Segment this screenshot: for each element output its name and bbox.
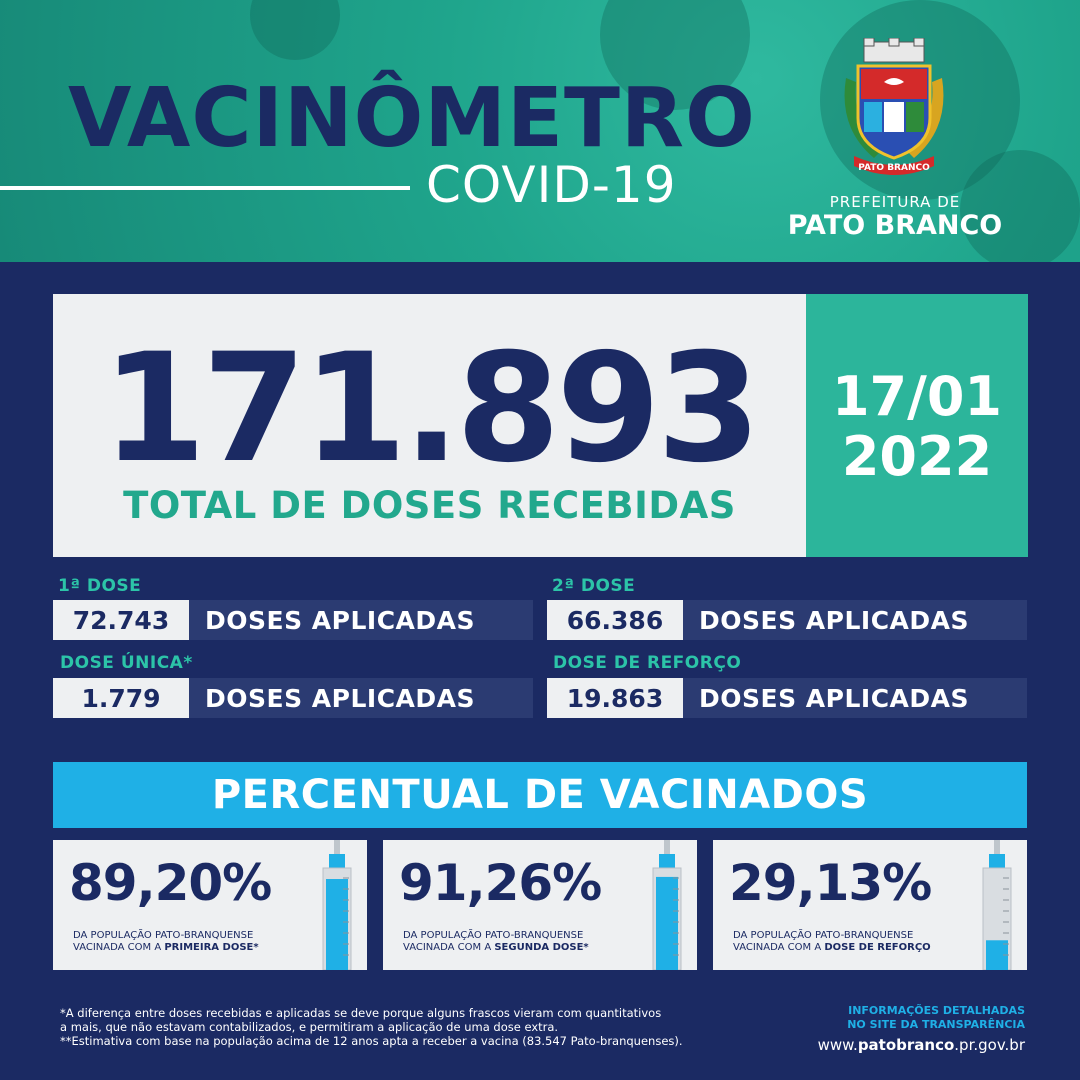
single-dose-text: DOSES APLICADAS [189, 678, 533, 718]
syringe-tip [329, 854, 345, 868]
booster-dose-label: DOSE DE REFORÇO [553, 653, 742, 673]
syringe-needle [664, 840, 670, 854]
booster-dose-row [547, 678, 1027, 718]
footer-notes [60, 1006, 740, 1048]
second-dose-value: 66.386 [547, 600, 683, 640]
single-dose-value: 1.779 [53, 678, 189, 718]
footer-info-line2: NO SITE DA TRANSPARÊNCIA [847, 1018, 1025, 1031]
first-dose-label: 1ª DOSE [58, 576, 142, 596]
footer-note-3: **Estimativa com base na população acima de 12 anos apta a receber a vacina (83.547 Pato-branquenses). [60, 1034, 683, 1048]
website-link[interactable] [765, 1036, 1025, 1054]
percent-card-second-dose [383, 840, 697, 970]
booster-dose-value: 19.863 [547, 678, 683, 718]
percent-desc-bold: SEGUNDA DOSE* [494, 942, 589, 953]
footer-info-line1: INFORMAÇÕES DETALHADAS [848, 1004, 1025, 1017]
page-subtitle: COVID-19 [426, 156, 677, 214]
percent-desc-line1: DA POPULAÇÃO PATO-BRANQUENSE [73, 930, 254, 941]
percent-desc-line1: DA POPULAÇÃO PATO-BRANQUENSE [733, 930, 914, 941]
percent-value: 91,26% [399, 854, 602, 912]
percent-card-booster [713, 840, 1027, 970]
percent-description [403, 930, 643, 954]
syringe-icon [317, 840, 357, 970]
percent-desc-bold: PRIMEIRA DOSE* [164, 942, 259, 953]
syringe-tip [989, 854, 1005, 868]
virus-decoration [250, 0, 340, 60]
footer-info [765, 1004, 1025, 1032]
booster-dose-text: DOSES APLICADAS [683, 678, 1027, 718]
header-banner [0, 0, 1080, 262]
syringe-liquid [656, 877, 678, 970]
city-name: PATO BRANCO [787, 210, 1003, 241]
percent-desc-prefix: VACINADA COM A [73, 942, 165, 953]
syringe-liquid [326, 879, 348, 970]
second-dose-text: DOSES APLICADAS [683, 600, 1027, 640]
second-dose-label: 2ª DOSE [552, 576, 636, 596]
percent-value: 89,20% [69, 854, 272, 912]
single-dose-label: DOSE ÚNICA* [60, 653, 193, 673]
total-doses-card [53, 294, 806, 557]
percent-value: 29,13% [729, 854, 932, 912]
page-title: VACINÔMETRO [68, 71, 756, 166]
syringe-needle [334, 840, 340, 854]
total-doses-label: TOTAL DE DOSES RECEBIDAS [123, 484, 736, 527]
percent-desc-prefix: VACINADA COM A [403, 942, 495, 953]
syringe-icon [647, 840, 687, 970]
total-doses-number: 171.893 [101, 322, 758, 496]
url-suffix: .pr.gov.br [954, 1036, 1025, 1054]
date-card [806, 294, 1028, 557]
first-dose-value: 72.743 [53, 600, 189, 640]
syringe-icon [977, 840, 1017, 970]
crest-ribbon-text: PATO BRANCO [858, 163, 930, 173]
percent-desc-prefix: VACINADA COM A [733, 942, 825, 953]
first-dose-row [53, 600, 533, 640]
footer-note-1: *A diferença entre doses recebidas e aplicadas se deve porque alguns frascos vieram com quantitativos [60, 1006, 662, 1020]
date-day-month: 17/01 [831, 365, 1002, 428]
syringe-needle [994, 840, 1000, 854]
second-dose-row [547, 600, 1027, 640]
percent-card-first-dose [53, 840, 367, 970]
percent-description [733, 930, 973, 954]
percent-desc-line1: DA POPULAÇÃO PATO-BRANQUENSE [403, 930, 584, 941]
percent-desc-bold: DOSE DE REFORÇO [824, 942, 931, 953]
title-underline [0, 186, 410, 190]
date-year: 2022 [841, 425, 993, 488]
percent-description [73, 930, 313, 954]
single-dose-row [53, 678, 533, 718]
first-dose-text: DOSES APLICADAS [189, 600, 533, 640]
city-crest-logo [834, 38, 954, 178]
url-bold: patobranco [857, 1036, 955, 1054]
prefeitura-label: PREFEITURA DE [829, 193, 961, 211]
footer-note-2: a mais, que não estavam contabilizados, e permitiram a aplicação de uma dose extra. [60, 1020, 559, 1034]
url-prefix: www. [817, 1036, 858, 1054]
syringe-tip [659, 854, 675, 868]
percent-banner: PERCENTUAL DE VACINADOS [53, 762, 1027, 828]
